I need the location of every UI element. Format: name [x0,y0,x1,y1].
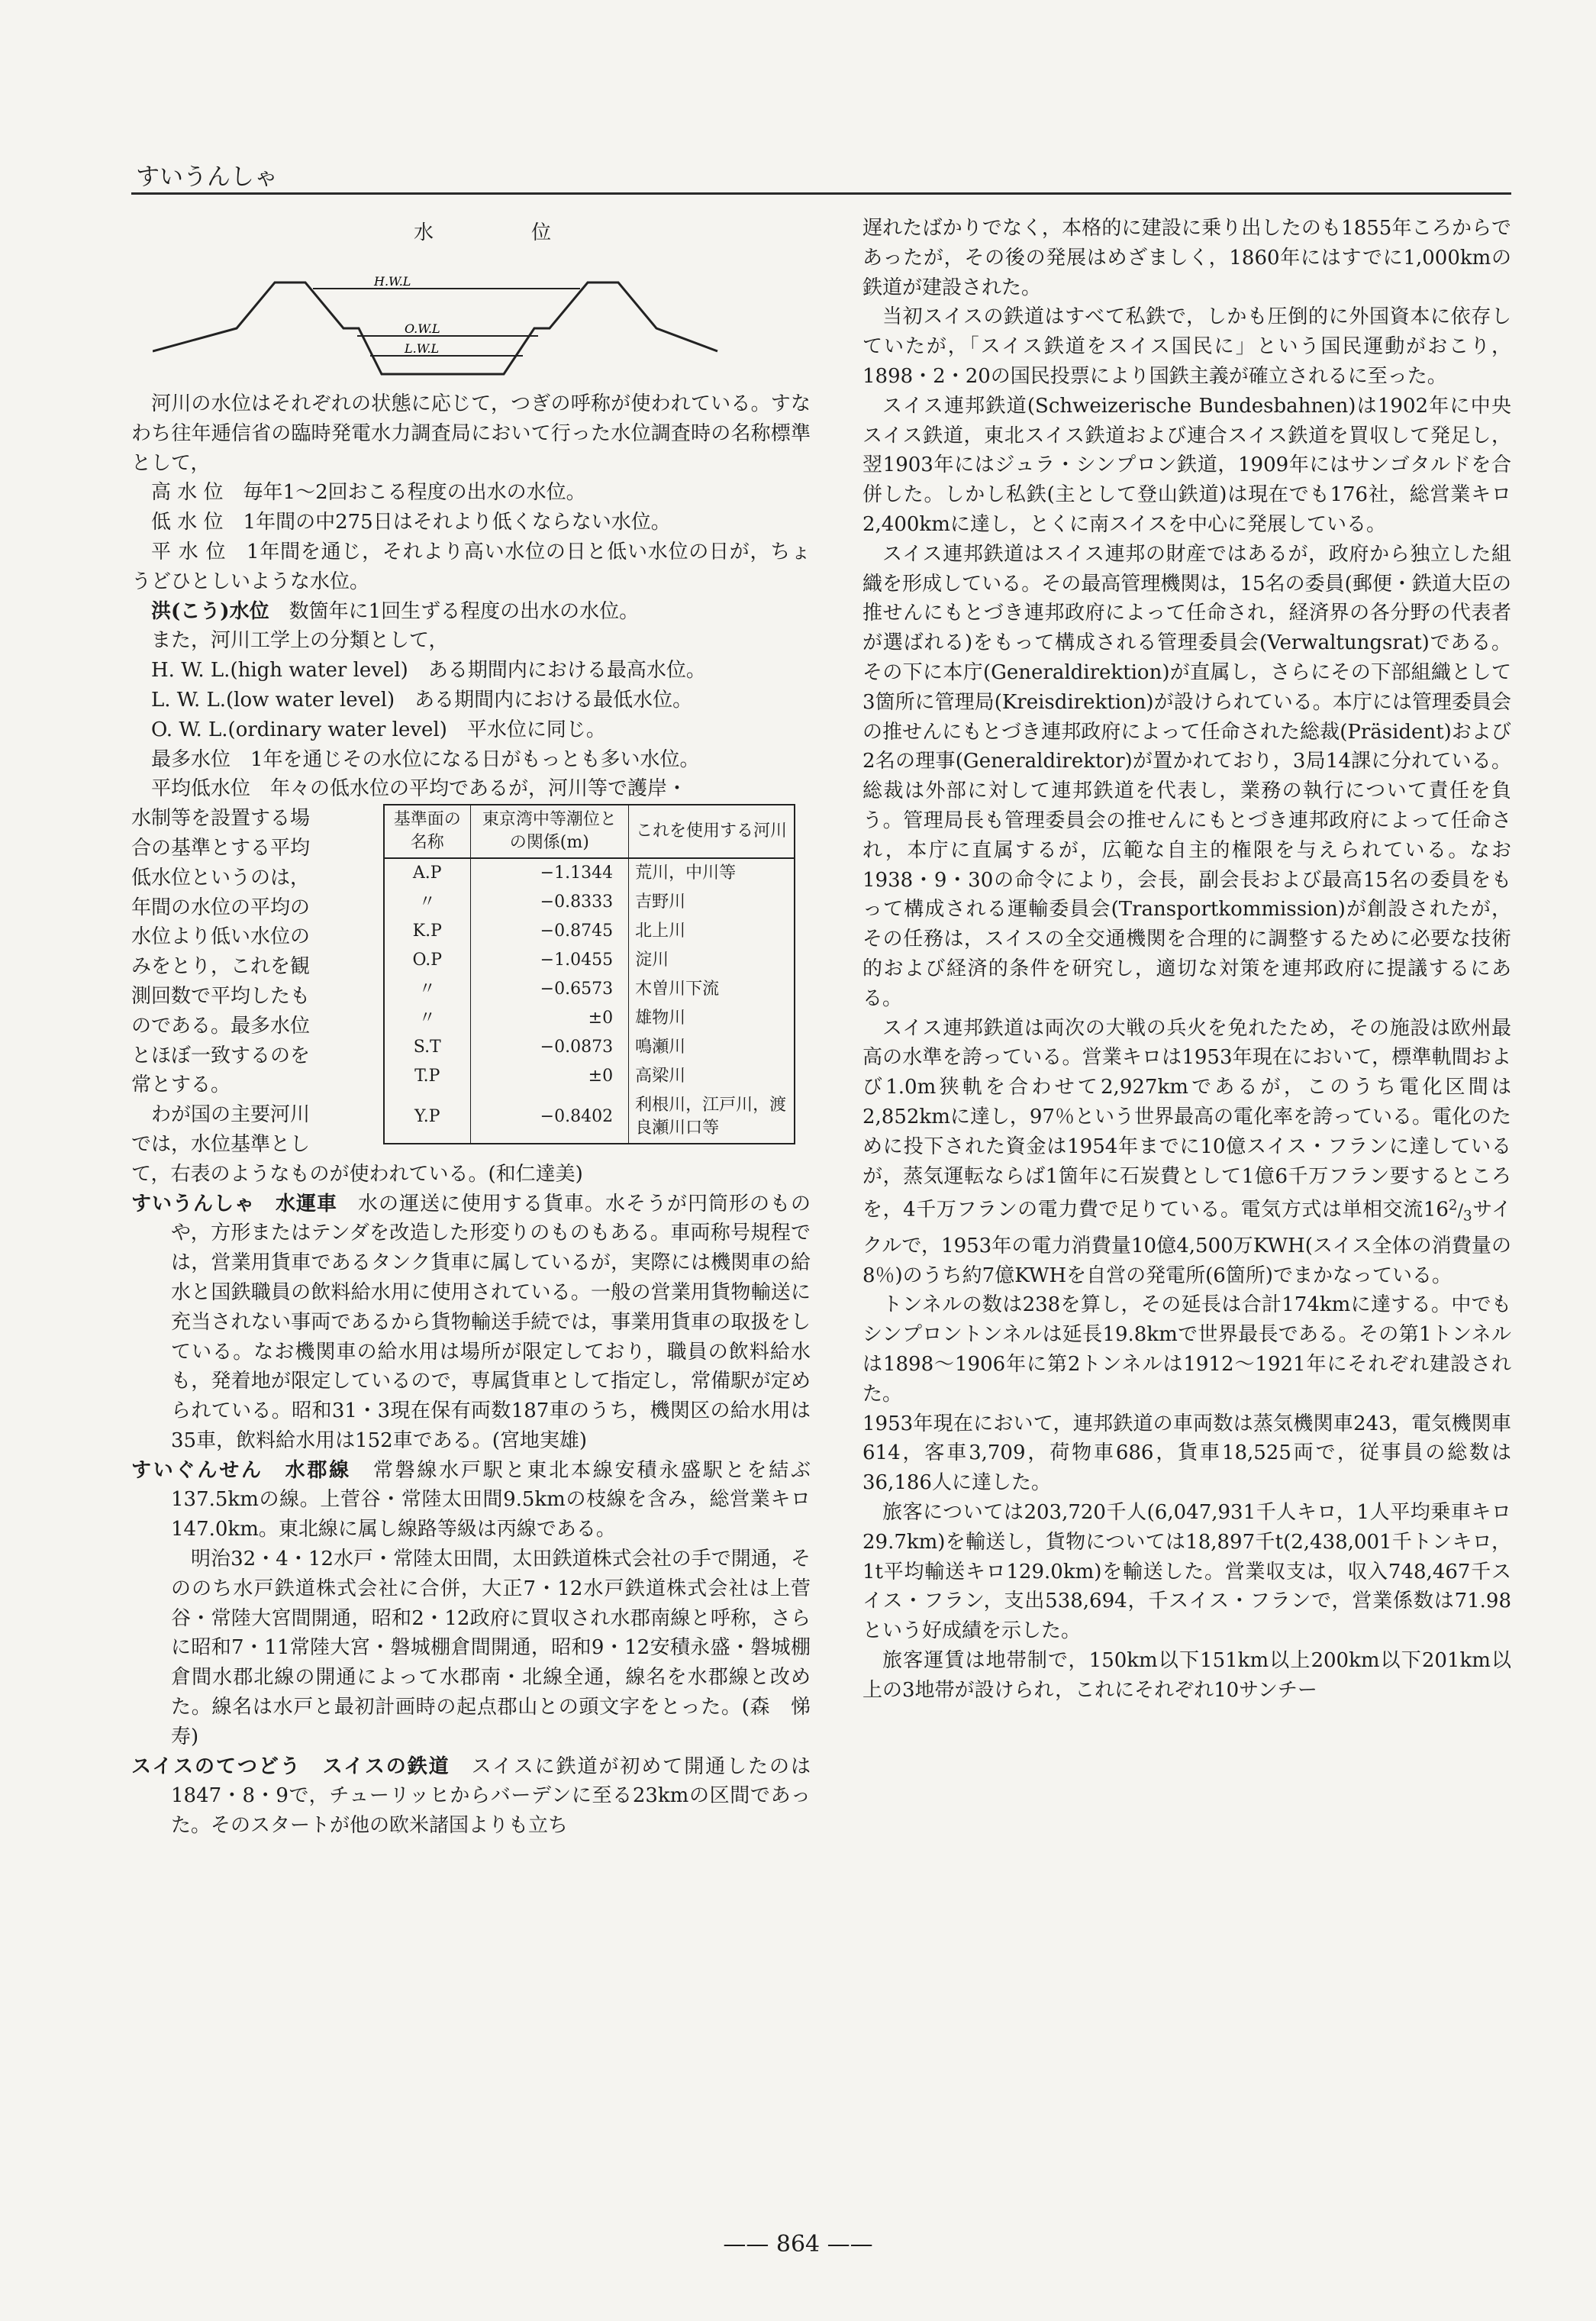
definition-text: 数箇年に1回生ずる程度の出水の水位。 [289,599,640,623]
cell: 淀川 [629,946,795,975]
paragraph: 旅客については203,720千人(6,047,931千人キロ，1人平均乗車キロ29.7km)を輸送し，貨物については18,897千t(2,438,001千トンキロ，1t平均輸送キロ129.0km)を輸送した。営業収支は，収入748,467千スイス・フラン，支出538,694，千スイス・フランで，営業係数は71.98という好成績を示した。 [862,1500,1511,1643]
running-head: すいうんしゃ [136,163,278,191]
cell: Y.P [384,1091,470,1144]
paragraph: て，右表のようなものが使われている。(和仁達美) [131,1162,583,1186]
cell: A.P [384,858,470,888]
table-row [384,1062,795,1091]
column-header: 東京湾中等潮位との関係(m) [470,805,629,858]
cell: 木曽川下流 [629,975,795,1004]
paragraph: トンネルの数は238を算し，その延長は合計174kmに達する。中でもシンプロントンネルは延長19.8kmで世界最長である。その第1トンネルは1898～1906年に第2トンネルは1912～1921年にそれぞれ建設された。 [862,1293,1511,1406]
river-cross-section-diagram [153,252,809,389]
table-row [384,858,795,888]
cell: −0.6573 [470,975,629,1004]
cell: K.P [384,917,470,946]
cell: 〃 [384,975,470,1004]
definition-line: H. W. L.(high water level) ある期間内における最高水位。 [151,659,706,683]
table-row [384,975,795,1004]
lwl-label: L.W.L [405,341,440,356]
cell: 北上川 [629,917,795,946]
column-header: 基準面の名称 [384,805,470,858]
entry-heading: すいうんしゃ 水運車 [131,1192,337,1215]
paragraph: また，河川工学上の分類として， [151,629,449,653]
column-header: これを使用する河川 [629,805,795,858]
entry-suiunsha [131,1190,811,1456]
paragraph: 旅客運賃は地帯制で，150km以下151km以上200km以下201km以上の3地帯が設けられ，これにそれぞれ10サンチー [862,1648,1511,1702]
cell: −0.0873 [470,1033,629,1062]
table-row [384,1004,795,1033]
text-line: とほぼ一致するのを [131,1044,311,1067]
text-line: わが国の主要河川 [131,1103,311,1127]
text-line: 年間の水位の平均の [131,896,311,919]
cell: 高梁川 [629,1062,795,1091]
datum-table [383,804,795,1144]
definition-line: 最多水位 1年を通じその水位になる日がもっとも多い水位。 [151,747,700,771]
entry-text: 常磐線水戸駅と東北本線安積永盛駅とを結ぶ137.5kmの線。上菅谷・常陸太田間9.5kmの枝線を含み，総営業キロ147.0km。東北線に属し線路等級は丙線である。 [171,1458,811,1541]
cell: S.T [384,1033,470,1062]
text-line: 水制等を設置する場 [131,807,311,831]
paragraph: 河川の水位はそれぞれの状態に応じて，つぎの呼称が使われている。すなわち往年逓信省の臨時発電水力調査局において行った水位調査時の名称標準として， [131,392,811,475]
table-header-row [384,805,795,858]
table-row [384,917,795,946]
cell: 鳴瀬川 [629,1033,795,1062]
cell: 雄物川 [629,1004,795,1033]
entry-text: スイスに鉄道が初めて開通したのは1847・8・9で，チューリッヒからバーデンに至る23kmの区間であった。そのスタートが他の欧米諸国よりも立ち [171,1754,811,1838]
cell: 〃 [384,1004,470,1033]
figure-title [414,218,551,248]
page-number: —— 864 —— [723,2231,873,2258]
entry-swiss-railway [131,1752,811,1841]
water-level-figure [131,214,811,389]
definition-line: 平均低水位 年々の低水位の平均であるが，河川等で護岸・ [151,777,688,801]
paragraph: 1953年現在において，連邦鉄道の車両数は蒸気機関車243，電気機関車614，客車3,709，荷物車686，貨車18,525両で，従事員の総数は36,186人に達した。 [862,1412,1511,1495]
right-column [862,214,1511,1706]
cell: 利根川，江戸川，渡良瀬川口等 [629,1091,795,1144]
paragraph: スイス連邦鉄道はスイス連邦の財産ではあるが，政府から独立した組織を形成している。その最高管理機関は，15名の委員(郵便・鉄道大臣の推せんにもとづき連邦政府によって任命され，経済界の各分野の代表者が選ばれる)をもって構成される管理委員会(Verwaltungsrat)である。その下に本庁(Generaldirektion)が直属し，さらにその下部組織として3箇所に管理局(Kreisdirektion)が設けられている。本庁には管理委員会の推せんにもとづき連邦政府によって任命された総裁(Präsident)および2名の理事(Generaldirektor)が置かれており，3局14課に分れている。総裁は外部に対して連邦鉄道を代表し，業務の執行について責任を負う。管理局長も管理委員会の推せんにもとづき連邦政府によって任命され，本庁に直属するが，広範な自主的権限を与えられている。なお1938・9・30の命令により，会長，副会長および最高15名の委員をもって構成される運輸委員会(Transportkommission)が創設されたが，その任務は，スイスの全交通機関を合理的に調整するために必要な技術的および経済的条件を研究し，適切な対策を連邦政府に提議するにある。 [862,542,1511,1010]
cell: −1.1344 [470,858,629,888]
definition-line: 平 水 位 1年間を通じ，それより高い水位の日と低い水位の日が，ちょうどひとしいような水位。 [131,540,811,593]
cell: −0.8402 [470,1091,629,1144]
fraction-numerator: 2 [1448,1197,1458,1214]
paragraph-text: スイス連邦鉄道は両次の大戦の兵火を免れたため，その施設は欧州最高の水準を誇っている。営業キロは1953年現在において，標準軌間および1.0m狭軌を合わせて2,927kmであるが，このうち電化区間は2,852kmに達し，97％という世界最高の電化率を誇っている。電化のために投下された資金は1954年までに10億スイス・フランに達しているが，蒸気運転ならば1箇年に石炭費として1億6千万フラン要するところを，4千万フランの電力費で足りている。電気方式は単相交流 [862,1016,1511,1222]
left-column [131,214,811,1841]
fraction-denominator: 3 [1462,1208,1472,1225]
table-row [384,1033,795,1062]
figure-title-char: 水 [414,221,434,244]
text-line: 合の基準とする平均 [131,836,311,860]
entry-text: 水の運送に使用する貨車。水そうが円筒形のものや，方形またはテンダを改造した形変りのものもある。車両称号規程では，営業用貨車であるタンク貨車に属しているが，実際には機関車の給水と国鉄職員の飲料給水用に使用されている。一般の営業用貨物輸送に充当されない事両であるから貨物輸送手続では，事業用貨車の取扱をしている。なお機関車の給水用は場所が限定しており，職員の飲料給水も，発着地が限定しているので，専属貨車として指定し，常備駅が定められている。昭和31・3現在保有両数187車のうち，機関区の給水用は35車，飲料給水用は152車である。(宮地実雄) [171,1192,811,1452]
hwl-label: H.W.L [374,274,411,289]
entry-heading: スイスのてつどう スイスの鉄道 [131,1754,450,1778]
cell: ±0 [470,1062,629,1091]
definition-line: 低 水 位 1年間の中275日はそれより低くならない水位。 [151,511,671,534]
definition-line: 高 水 位 毎年1～2回おこる程度の出水の水位。 [151,481,586,505]
wrapped-text [131,804,360,1160]
text-line: 測回数で平均したも [131,984,311,1008]
cell: O.P [384,946,470,975]
paragraph: 当初スイスの鉄道はすべて私鉄で，しかも圧倒的に外国資本に依存していたが，「スイス鉄道をスイス国民に」という国民運動がおこり，1898・2・20の国民投票により国鉄主義が確立されるに至った。 [862,305,1511,388]
term: 洪(こう)水位 [151,599,269,623]
paragraph [862,1014,1511,1291]
text-line: 常とする。 [131,1073,231,1097]
paragraph-text: サイクルで，1953年の電力消費量10億4,500万KWH(スイス全体の消費量の8％)のうち約7億KWHを自営の発電所(6箇所)でまかなっている。 [862,1198,1511,1287]
header-rule [131,192,1511,195]
table-row [384,946,795,975]
entry-suigunsen [131,1456,811,1545]
frequency-fraction: $^2/_3$ [1448,1197,1472,1225]
cell: ±0 [470,1004,629,1033]
cell: T.P [384,1062,470,1091]
cell: −0.8333 [470,888,629,917]
frequency-whole: 16 [1423,1198,1449,1222]
definition-line: O. W. L.(ordinary water level) 平水位に同じ。 [151,718,606,741]
cell: 荒川，中川等 [629,858,795,888]
paragraph: スイス連邦鉄道(Schweizerische Bundesbahnen)は1902年に中央スイス鉄道，東北スイス鉄道および連合スイス鉄道を買収して発足し，翌1903年にはジュラ・シンプロン鉄道，1909年にはサンゴタルドを合併した。しかし私鉄(主として登山鉄道)は現在でも176社，総営業キロ2,400kmに達し，とくに南スイスを中心に発展している。 [862,394,1511,536]
table-row [384,888,795,917]
text-line: 低水位というのは， [131,866,311,889]
definition-line: L. W. L.(low water level) ある期間内における最低水位。 [151,688,693,712]
table-wrap-area [131,804,811,1160]
entry-heading: すいぐんせん 水郡線 [131,1458,351,1482]
text-line: のである。最多水位 [131,1014,311,1038]
cell: 吉野川 [629,888,795,917]
table-row [384,1091,795,1144]
definition-line [131,597,811,627]
figure-title-char: 位 [530,221,551,244]
cell: 〃 [384,888,470,917]
text-line: みをとり，これを観 [131,955,311,979]
text-line: では，水位基準とし [131,1132,311,1156]
paragraph: 明治32・4・12水戸・常陸太田間，太田鉄道株式会社の手で開通，そののち水戸鉄道株式会社に合併，大正7・12水戸鉄道株式会社は上菅谷・常陸大宮間開通，昭和2・12政府に買収され水郡南線と呼称，さらに昭和7・11常陸大宮・磐城棚倉間開通，昭和9・12安積永盛・磐城棚倉間水郡北線の開通によって水郡南・北線全通，線名を水郡線と改めた。線名は水戸と最初計画時の起点郡山との頭文字をとった。(森 悌寿) [171,1548,811,1748]
cell: −1.0455 [470,946,629,975]
text-line: 水位より低い水位の [131,925,311,949]
owl-label: O.W.L [405,321,440,336]
paragraph: 遅れたばかりでなく，本格的に建設に乗り出したのも1855年ころからであったが，その後の発展はめざましく，1860年にはすでに1,000kmの鉄道が建設された。 [862,217,1511,299]
cell: −0.8745 [470,917,629,946]
